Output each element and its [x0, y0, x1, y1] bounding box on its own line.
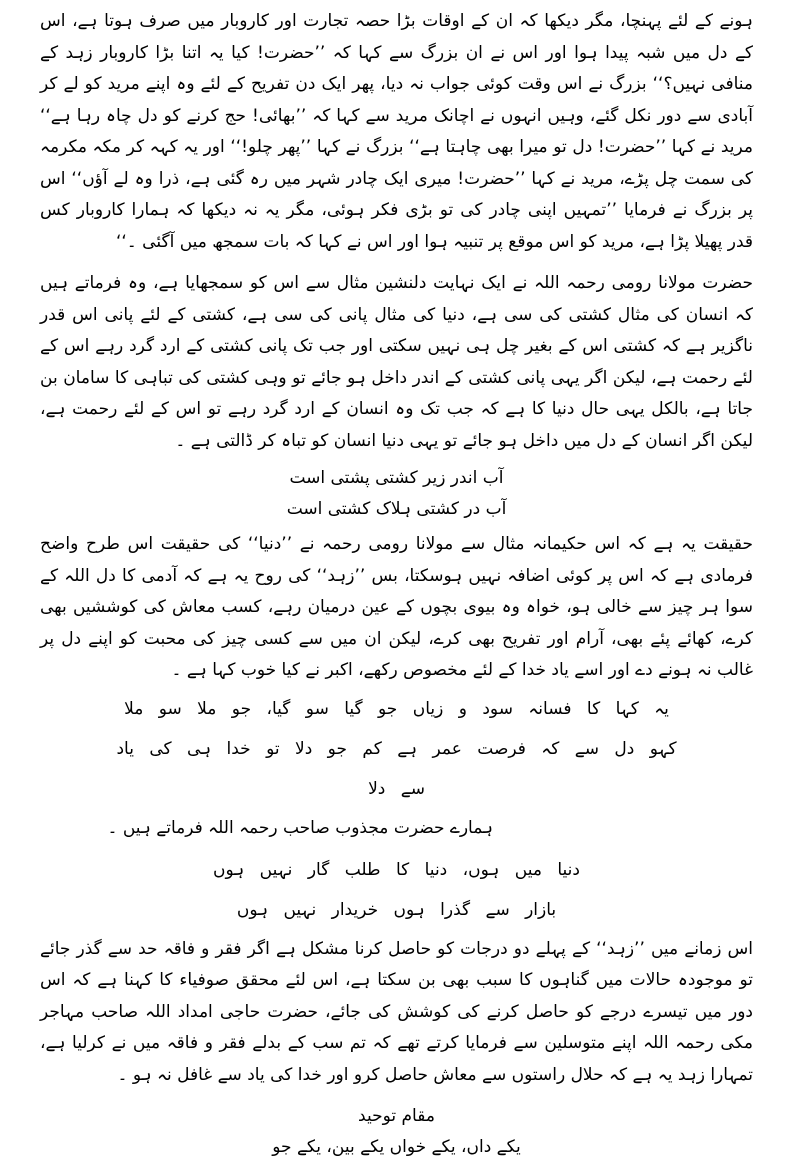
story-paragraph: ہونے کے لئے پہنچا، مگر دیکھا کہ ان کے اوقات بڑا حصہ تجارت اور کاروبار میں صرف ہوتا ہے، اس کے دل میں شبہ پیدا ہوا اور اس نے ان بزرگ سے کہا کہ ’’حضرت! کیا یہ اتنا بڑا کاروبار زہد کے منافی نہیں؟‘‘ بزرگ نے اس وقت کوئی جواب نہ دیا، پھر ایک دن تفریح کے لئے وہ اپنے مرید کو لے کر آبادی سے دور نکل گئے، وہیں انہوں نے اچانک مرید سے کہا کہ ’’بھائی! حج کرنے کو دل چاہ رہا ہے‘‘ مرید نے کہا ’’حضرت! دل تو میرا بھی چاہتا ہے‘‘ بزرگ نے کہا ’’پھر چلو!‘‘ اور یہ کہہ کر مکہ مکرمہ کی سمت چل پڑے، مرید نے کہا ’’حضرت! میری ایک چادر شہر میں رہ گئی ہے، ذرا وہ لے آؤں‘‘ اس پر بزرگ نے فرمایا ’’تمہیں اپنی چادر کی تو بڑی فکر ہوئی، مگر یہ نہ دیکھا کہ ہمارا کاروبار کس قدر پھیلا پڑا ہے، مرید کو اس موقع پر تنبیہ ہوا اور اس نے کہا کہ بات سمجھ میں آگئی ۔‘‘	[40, 11, 753, 252]
majzoob-couplet-block	[40, 850, 753, 930]
akbar-couplet-line-1: یہ کہا کا فسانہ سود و زیاں جو گیا سو گیا، جو ملا سو ملا	[124, 698, 669, 719]
akbar-couplet-block	[40, 689, 753, 809]
present-era-paragraph: اس زمانے میں ’’زہد‘‘ کے پہلے دو درجات کو حاصل کرنا مشکل ہے اگر فقر و فاقہ حد سے گذر جائے تو موجودہ حالات میں گناہوں کا سبب بھی بن سکتا ہے، اس لئے محقق صوفیاء کا کہنا ہے کہ اس دور میں تیسرے درجے کو حاصل کرنے کی کوشش کی جائے، حضرت حاجی امداد اللہ صاحب مہاجر مکی رحمہ اللہ اپنے متوسلین سے فرمایا کرتے تھے کہ تم سب کے بدلے فقر و فاقہ میں نے کرلیا ہے، تمہارا زہد یہ ہے کہ حلال راستوں سے معاش حاصل کرو اور خدا کی یاد سے غافل نہ ہو ۔	[40, 938, 753, 1085]
section-heading: مقام توحید	[358, 1106, 435, 1126]
akbar-couplet-line-2: کہو دل سے کہ فرصت عمر ہے کم جو دلا تو خدا ہی کی یاد سے دلا	[116, 738, 677, 799]
rumi-parable-paragraph: حضرت مولانا رومی رحمہ اللہ نے ایک نہایت دلنشین مثال سے اس کو سمجھایا ہے، وہ فرماتے ہیں کہ انسان کی مثال کشتی کی سی ہے، دنیا کی مثال پانی کی سی ہے، کشتی کے لئے پانی اس قدر ناگزیر ہے کہ کشتی اس کے بغیر چل ہی نہیں سکتی اور جب تک پانی کشتی کے ارد گرد رہے اس کے لئے رحمت ہے، لیکن اگر یہی پانی کشتی کے اندر داخل ہو جائے تو وہی کشتی کی تباہی کا سامان بن جاتا ہے، بالکل یہی حال دنیا کا ہے کہ جب تک وہ انسان کے ارد گرد رہے تو اس کے لئے رحمت ہے، لیکن اگر انسان کے دل میں داخل ہو جائے تو یہی دنیا انسان کو تباہ کر ڈالتی ہے ۔	[40, 273, 753, 451]
persian-verse-line-2: آب در کشتی ہلاک کشتی است	[286, 499, 507, 519]
zuhd-explanation-paragraph: حقیقت یہ ہے کہ اس حکیمانہ مثال سے مولانا رومی رحمہ نے ’’دنیا‘‘ کی حقیقت اس طرح واضح فرمادی ہے کہ اس پر کوئی اضافہ نہیں ہوسکتا، بس ’’زہد‘‘ کی روح یہ ہے کہ آدمی کا دل اللہ کے سوا ہر چیز سے خالی ہو، خواہ وہ بیوی بچوں کے عین درمیان رہے، کسب معاش کی کوششیں بھی کرے، کھائے پئے بھی، آرام اور تفریح بھی کرے، لیکن ان میں سے کسی چیز کی محبت کو اپنے دل پر غالب نہ ہونے دے اور اسے یاد خدا کے لئے مخصوص رکھے، اکبر نے کیا خوب کہا ہے ۔	[40, 534, 753, 680]
majzoob-couplet-line-2: بازار سے گذرا ہوں خریدار نہیں ہوں	[236, 899, 557, 920]
section-opening-verse: یکے داں، یکے خواں یکے بین، یکے جو	[272, 1137, 521, 1157]
majzoob-couplet-line-1: دنیا میں ہوں، دنیا کا طلب گار نہیں ہوں	[213, 859, 580, 880]
majzoob-intro-line: ہمارے حضرت مجذوب صاحب رحمہ اللہ فرماتے ہیں ۔	[107, 817, 493, 838]
persian-verse-line-1: آب اندر زیر کشتی پشتی است	[289, 468, 504, 488]
persian-verse-block	[40, 463, 753, 525]
